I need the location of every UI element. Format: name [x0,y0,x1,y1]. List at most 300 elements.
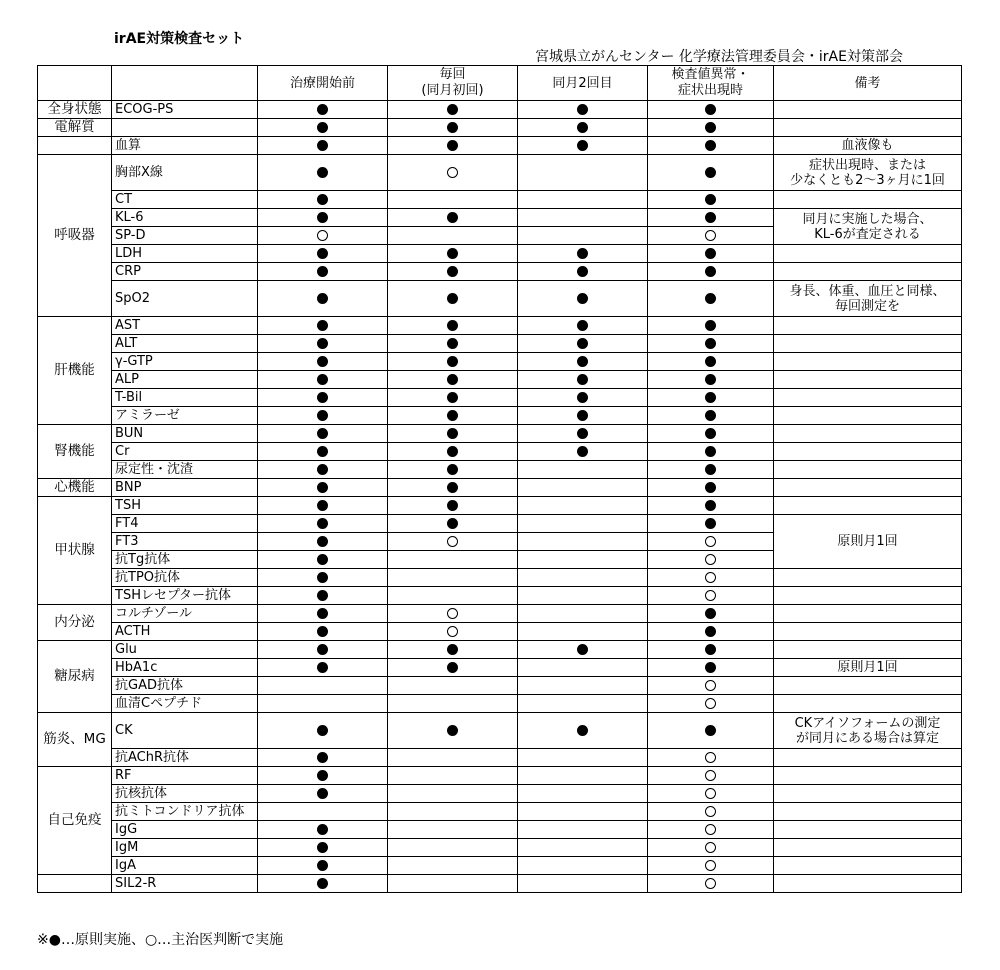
timing-cell [518,749,648,767]
filled-circle-icon [317,212,328,223]
filled-circle-icon [447,338,458,349]
timing-cell [258,641,388,659]
filled-circle-icon [317,293,328,304]
timing-cell [388,209,518,227]
timing-cell [388,497,518,515]
table-row [38,695,962,713]
timing-cell [258,227,388,245]
timing-cell [258,785,388,803]
timing-cell [518,551,648,569]
timing-cell [388,569,518,587]
test-item-cell: Cr [112,443,258,461]
filled-circle-icon [577,248,588,259]
filled-circle-icon [447,482,458,493]
timing-cell [258,137,388,155]
note-cell [774,695,962,713]
test-item-cell: T-Bil [112,389,258,407]
timing-cell [258,497,388,515]
timing-cell [648,839,774,857]
timing-cell [388,641,518,659]
timing-cell [518,821,648,839]
filled-circle-icon [317,374,328,385]
timing-cell [388,533,518,551]
table-row [38,839,962,857]
note-cell [774,839,962,857]
filled-circle-icon [705,644,716,655]
timing-cell [388,137,518,155]
table-row [38,605,962,623]
timing-cell [258,209,388,227]
category-cell: 心機能 [38,479,112,497]
table-row [38,263,962,281]
filled-circle-icon [447,725,458,736]
timing-cell [388,659,518,677]
filled-circle-icon [317,266,328,277]
open-circle-icon [705,878,716,889]
timing-cell [388,875,518,893]
table-row [38,587,962,605]
open-circle-icon [705,806,716,817]
timing-cell [258,317,388,335]
table-row [38,767,962,785]
test-item-cell: KL-6 [112,209,258,227]
filled-circle-icon [317,590,328,601]
note-cell [774,713,962,749]
timing-cell [648,713,774,749]
timing-cell [388,443,518,461]
timing-cell [518,569,648,587]
timing-cell [648,749,774,767]
timing-cell [258,191,388,209]
note-text: 原則月1回 [837,660,898,675]
timing-cell [518,587,648,605]
timing-cell [258,605,388,623]
timing-cell [518,245,648,263]
timing-cell [518,857,648,875]
note-cell [774,155,962,191]
filled-circle-icon [317,500,328,511]
filled-circle-icon [705,293,716,304]
timing-cell [518,335,648,353]
timing-cell [648,497,774,515]
timing-cell [518,263,648,281]
timing-cell [258,101,388,119]
table-row [38,443,962,461]
page-title: irAE対策検査セット [114,31,245,47]
timing-cell [648,281,774,317]
category-cell: 自己免疫 [38,767,112,875]
filled-circle-icon [317,608,328,619]
timing-cell [388,425,518,443]
filled-circle-icon [447,518,458,529]
timing-cell [388,839,518,857]
timing-cell [648,209,774,227]
open-circle-icon [705,824,716,835]
header-abnormal [648,66,774,101]
timing-cell [258,263,388,281]
timing-cell [258,443,388,461]
timing-cell [258,335,388,353]
note-text: 原則月1回 [837,534,898,549]
timing-cell [648,191,774,209]
timing-cell [648,353,774,371]
test-item-cell: アミラーゼ [112,407,258,425]
timing-cell [518,191,648,209]
header-before-treatment: 治療開始前 [258,66,388,101]
timing-cell [648,677,774,695]
filled-circle-icon [577,293,588,304]
header-every-time [388,66,518,101]
timing-cell [388,101,518,119]
filled-circle-icon [447,356,458,367]
test-item-cell: HbA1c [112,659,258,677]
filled-circle-icon [705,320,716,331]
test-item-cell: 胸部X線 [112,155,258,191]
timing-cell [388,191,518,209]
timing-cell [388,515,518,533]
timing-cell [648,371,774,389]
timing-cell [648,551,774,569]
filled-circle-icon [577,338,588,349]
table-row [38,623,962,641]
note-cell [774,425,962,443]
table-row [38,677,962,695]
legend-footer: ※●…原則実施、○…主治医判断で実施 [37,932,284,948]
filled-circle-icon [317,446,328,457]
open-circle-icon [705,536,716,547]
timing-cell [518,119,648,137]
filled-circle-icon [317,338,328,349]
timing-cell [648,821,774,839]
test-item-cell: 抗核抗体 [112,785,258,803]
test-item-cell: Glu [112,641,258,659]
filled-circle-icon [317,140,328,151]
table-row [38,821,962,839]
timing-cell [518,659,648,677]
note-cell [774,659,962,677]
timing-cell [648,641,774,659]
filled-circle-icon [705,464,716,475]
timing-cell [518,227,648,245]
note-cell [774,263,962,281]
open-circle-icon [705,572,716,583]
timing-cell [518,137,648,155]
header-item [112,66,258,101]
open-circle-icon [705,680,716,691]
note-cell [774,623,962,641]
timing-cell [518,497,648,515]
timing-cell [518,353,648,371]
category-cell [38,875,112,893]
timing-cell [388,389,518,407]
table-body [38,101,962,893]
timing-cell [258,533,388,551]
note-cell [774,803,962,821]
timing-cell [648,569,774,587]
table-row [38,335,962,353]
open-circle-icon [705,842,716,853]
note-cell [774,677,962,695]
filled-circle-icon [317,356,328,367]
timing-cell [258,803,388,821]
test-item-cell: FT4 [112,515,258,533]
filled-circle-icon [317,842,328,853]
category-cell: 甲状腺 [38,497,112,605]
test-item-cell [112,119,258,137]
filled-circle-icon [317,464,328,475]
timing-cell [648,587,774,605]
filled-circle-icon [447,320,458,331]
note-cell [774,101,962,119]
filled-circle-icon [317,536,328,547]
filled-circle-icon [577,140,588,151]
timing-cell [648,227,774,245]
timing-cell [648,767,774,785]
timing-cell [648,137,774,155]
note-cell [774,245,962,263]
table-row [38,155,962,191]
table-row [38,425,962,443]
filled-circle-icon [447,464,458,475]
note-cell [774,605,962,623]
note-cell [774,785,962,803]
filled-circle-icon [447,248,458,259]
test-item-cell: TSHレセプター抗体 [112,587,258,605]
timing-cell [648,659,774,677]
timing-cell [388,749,518,767]
timing-cell [258,281,388,317]
filled-circle-icon [705,608,716,619]
timing-cell [388,119,518,137]
timing-cell [388,371,518,389]
filled-circle-icon [577,725,588,736]
timing-cell [388,461,518,479]
test-item-cell: 尿定性・沈渣 [112,461,258,479]
timing-cell [518,533,648,551]
note-cell [774,317,962,335]
timing-cell [518,605,648,623]
table-row [38,875,962,893]
note-text: 同月に実施した場合、 KL-6が査定される [802,211,933,242]
filled-circle-icon [577,104,588,115]
filled-circle-icon [705,392,716,403]
filled-circle-icon [317,104,328,115]
note-cell [774,335,962,353]
timing-cell [518,461,648,479]
filled-circle-icon [705,662,716,673]
timing-cell [388,785,518,803]
filled-circle-icon [317,662,328,673]
note-cell [774,119,962,137]
test-item-cell: ACTH [112,623,258,641]
table-row [38,497,962,515]
filled-circle-icon [317,392,328,403]
timing-cell [518,785,648,803]
note-cell [774,389,962,407]
organization-label: 宮城県立がんセンター 化学療法管理委員会・irAE対策部会 [535,49,903,65]
timing-cell [258,677,388,695]
timing-cell [258,119,388,137]
timing-cell [258,749,388,767]
timing-cell [648,857,774,875]
timing-cell [648,479,774,497]
timing-cell [518,767,648,785]
timing-cell [518,641,648,659]
test-item-cell: IgG [112,821,258,839]
timing-cell [388,695,518,713]
timing-cell [648,119,774,137]
note-cell [774,875,962,893]
open-circle-icon [447,626,458,637]
timing-cell [518,209,648,227]
table-row [38,317,962,335]
filled-circle-icon [317,824,328,835]
test-item-cell: BNP [112,479,258,497]
timing-cell [388,335,518,353]
filled-circle-icon [317,878,328,889]
table-row [38,371,962,389]
table-row [38,281,962,317]
test-item-cell: ECOG-PS [112,101,258,119]
timing-cell [388,227,518,245]
table-row [38,569,962,587]
table-row [38,389,962,407]
note-cell [774,371,962,389]
timing-cell [648,335,774,353]
note-cell [774,479,962,497]
timing-cell [518,479,648,497]
timing-cell [258,155,388,191]
timing-cell [258,479,388,497]
note-text: 身長、体重、血圧と同様、 毎回測定を [789,283,946,314]
timing-cell [388,551,518,569]
timing-cell [388,245,518,263]
filled-circle-icon [577,266,588,277]
filled-circle-icon [705,122,716,133]
filled-circle-icon [317,554,328,565]
note-cell [774,749,962,767]
filled-circle-icon [447,374,458,385]
timing-cell [648,605,774,623]
filled-circle-icon [705,500,716,511]
filled-circle-icon [705,482,716,493]
test-item-cell: IgM [112,839,258,857]
timing-cell [388,155,518,191]
filled-circle-icon [317,194,328,205]
filled-circle-icon [447,446,458,457]
timing-cell [518,371,648,389]
table-row [38,857,962,875]
test-item-cell: コルチゾール [112,605,258,623]
filled-circle-icon [447,122,458,133]
timing-cell [648,533,774,551]
timing-cell [258,587,388,605]
timing-cell [258,245,388,263]
table-row [38,785,962,803]
test-item-cell: IgA [112,857,258,875]
open-circle-icon [705,554,716,565]
timing-cell [518,695,648,713]
header-notes: 備考 [774,66,962,101]
filled-circle-icon [317,167,328,178]
table-row [38,659,962,677]
table-row [38,461,962,479]
category-cell: 全身状態 [38,101,112,119]
timing-cell [648,461,774,479]
timing-cell [388,803,518,821]
filled-circle-icon [705,248,716,259]
test-item-cell: SP-D [112,227,258,245]
filled-circle-icon [317,644,328,655]
open-circle-icon [447,536,458,547]
open-circle-icon [705,230,716,241]
note-text: 症状出現時、または 少なくとも2～3ヶ月に1回 [790,157,945,188]
filled-circle-icon [317,320,328,331]
timing-cell [388,281,518,317]
filled-circle-icon [705,356,716,367]
category-cell: 内分泌 [38,605,112,641]
open-circle-icon [705,788,716,799]
timing-cell [258,425,388,443]
timing-cell [648,317,774,335]
timing-cell [388,407,518,425]
open-circle-icon [317,230,328,241]
open-circle-icon [447,167,458,178]
filled-circle-icon [705,194,716,205]
timing-cell [258,353,388,371]
filled-circle-icon [447,140,458,151]
timing-cell [518,317,648,335]
filled-circle-icon [577,410,588,421]
category-cell [38,137,112,155]
filled-circle-icon [317,770,328,781]
timing-cell [388,587,518,605]
timing-cell [518,101,648,119]
timing-cell [518,281,648,317]
table-row [38,137,962,155]
timing-cell [258,821,388,839]
timing-cell [388,713,518,749]
filled-circle-icon [447,104,458,115]
filled-circle-icon [317,752,328,763]
test-set-table [37,65,962,893]
note-cell [774,641,962,659]
filled-circle-icon [705,518,716,529]
timing-cell [258,371,388,389]
test-item-cell: TSH [112,497,258,515]
header-category [38,66,112,101]
filled-circle-icon [705,428,716,439]
filled-circle-icon [447,428,458,439]
filled-circle-icon [447,662,458,673]
test-item-cell: ALT [112,335,258,353]
timing-cell [518,839,648,857]
table-row [38,407,962,425]
note-cell [774,587,962,605]
timing-cell [518,677,648,695]
timing-cell [518,389,648,407]
note-text: 血液像も [841,138,894,153]
timing-cell [648,101,774,119]
timing-cell [648,263,774,281]
filled-circle-icon [705,140,716,151]
filled-circle-icon [447,293,458,304]
timing-cell [648,425,774,443]
filled-circle-icon [317,860,328,871]
filled-circle-icon [317,626,328,637]
test-item-cell: 抗ミトコンドリア抗体 [112,803,258,821]
test-item-cell: 血清Cペプチド [112,695,258,713]
